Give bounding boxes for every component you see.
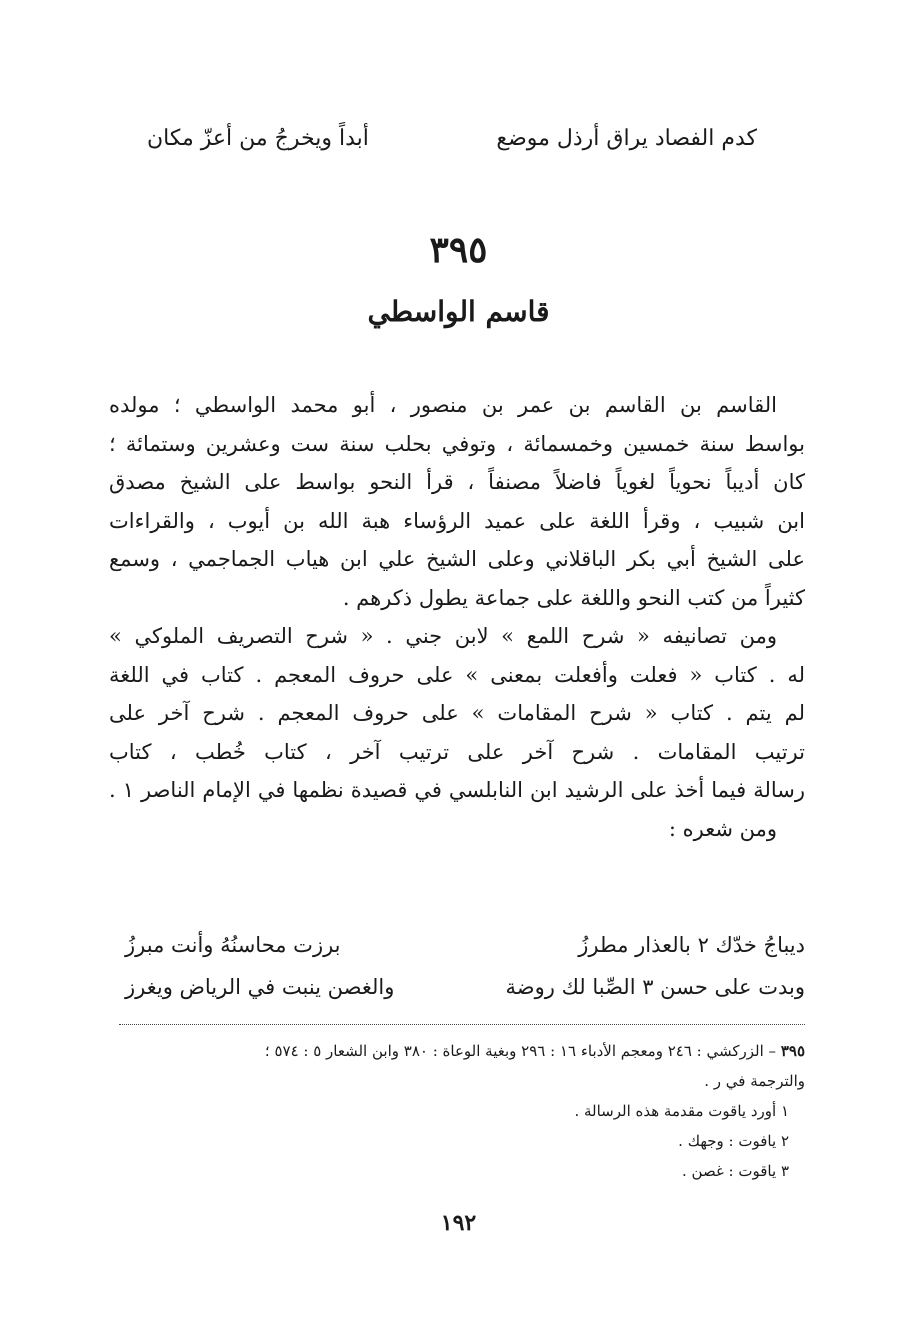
- body-line: لم يتم . كتاب « شرح المقامات » على حروف المعجم . شرح آخر على: [109, 701, 805, 725]
- body-line: كان أديباً نحوياً لغوياً فاضلاً مصنفاً ، قرأ النحو بواسط على الشيخ مصدق: [109, 470, 805, 494]
- body-line: القاسم بن القاسم بن عمر بن منصور ، أبو محمد الواسطي ؛ مولده: [109, 393, 777, 417]
- poem: [125, 924, 805, 1008]
- poem-left-hemistich: برزت محاسنُهُ وأنت مبرزُ: [125, 933, 341, 957]
- footnote-note: ١ أورد ياقوت مقدمة هذه الرسالة .: [574, 1102, 789, 1120]
- footnote-reference: [105, 1036, 805, 1066]
- poem-left-hemistich: والغصن ينبت في الرياض ويغرز: [125, 975, 395, 999]
- chapter-number: ٣٩٥: [429, 229, 488, 271]
- page-number: ١٩٢: [440, 1210, 477, 1236]
- body-line: ومن تصانيفه « شرح اللمع » لابن جني . « شرح التصريف الملوكي »: [109, 624, 777, 648]
- poem-right-hemistich: وبدت على حسن ٣ الصِّبا لك روضة: [505, 975, 805, 999]
- poem-verse: [125, 966, 805, 1008]
- footnote-note: ٣ ياقوت : غصن .: [681, 1162, 789, 1180]
- poem-verse: [125, 924, 805, 966]
- poem-right-hemistich: ديباجُ خدّك ٢ بالعذار مطرزُ: [578, 933, 805, 957]
- footnote-separator: [119, 1024, 805, 1025]
- body-line: ابن شبيب ، وقرأ اللغة على عميد الرؤساء هبة الله بن أيوب ، والقراءات: [109, 508, 805, 533]
- body-line: له . كتاب « فعلت وأفعلت بمعنى » على حروف المعجم . كتاب في اللغة: [109, 662, 805, 687]
- footnote-note: ٢ يافوت : وجهك .: [678, 1132, 789, 1150]
- footnote-ref-continuation: والترجمة في ر .: [704, 1072, 805, 1090]
- chapter-title: قاسم الواسطي: [367, 295, 550, 328]
- footnotes: [105, 1036, 805, 1186]
- body-line: ومن شعره :: [668, 816, 777, 841]
- body-line: رسالة فيما أخذ على الرشيد ابن النابلسي في قصيدة نظمها في الإمام الناصر ١ .: [109, 778, 805, 802]
- body-line: بواسط سنة خمسين وخمسمائة ، وتوفي بحلب سنة ست وعشرين وستمائة ؛: [109, 431, 805, 456]
- body-line: كثيراً من كتب النحو واللغة على جماعة يطول ذكرهم .: [342, 585, 805, 610]
- footnote-ref-text: – الزركشي : ٢٤٦ ومعجم الأدباء ١٦ : ٢٩٦ وبغية الوعاة : ٣٨٠ وابن الشعار ٥ : ٥٧٤ ؛: [264, 1042, 777, 1060]
- top-verse: [147, 122, 757, 156]
- body-line: على الشيخ أبي بكر الباقلاني وعلى الشيخ علي ابن هياب الجماجمي ، وسمع: [109, 547, 805, 571]
- body-line: ترتيب المقامات . شرح آخر على ترتيب آخر ، كتاب خُطب ، كتاب: [109, 739, 805, 764]
- verse-left-hemistich: أبداً ويخرجُ من أعزّ مكان: [147, 126, 369, 151]
- footnote-ref-number: ٣٩٥: [780, 1042, 805, 1060]
- verse-right-hemistich: كدم الفصاد يراق أرذل موضع: [496, 126, 757, 151]
- body-text: [109, 386, 805, 848]
